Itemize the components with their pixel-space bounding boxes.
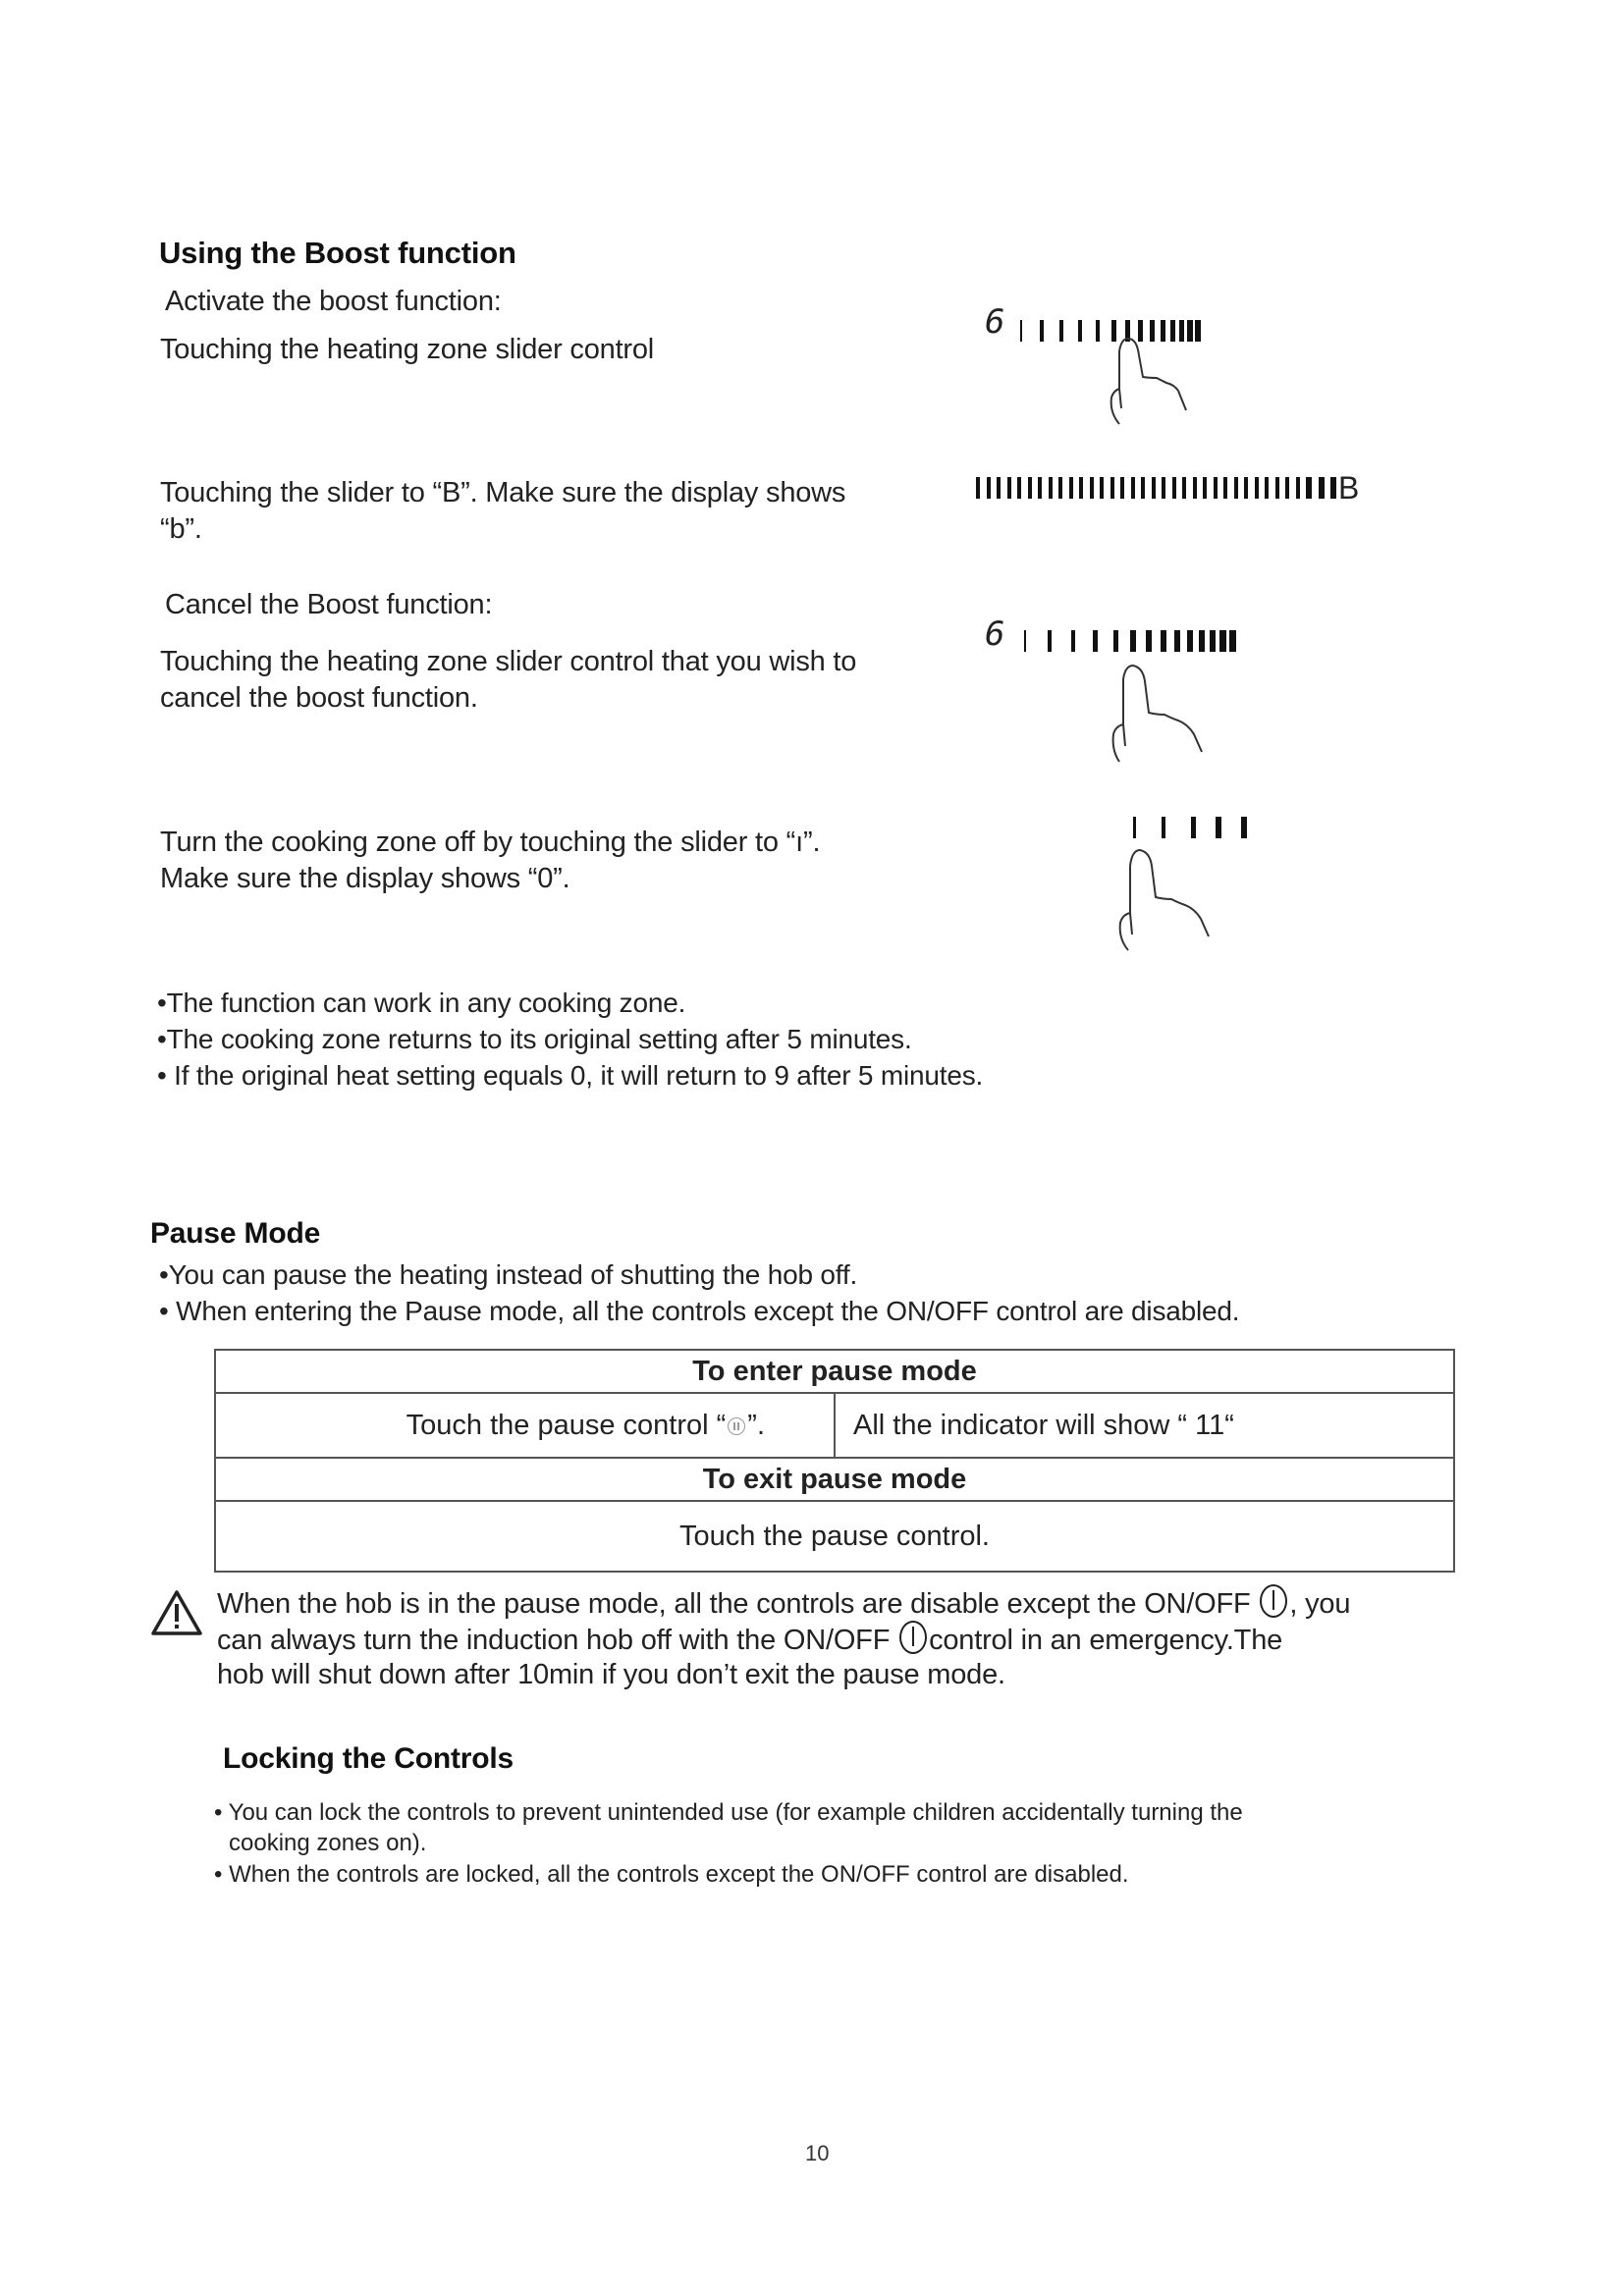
slider-bar — [1214, 477, 1218, 499]
locking-bullet-1-line1: • You can lock the controls to prevent unintended use (for example children accidentally turning the — [214, 1799, 1243, 1826]
slider-bar — [1234, 477, 1238, 499]
warning-text: When the hob is in the pause mode, all the controls are disable except the ON/OFF — [217, 1588, 1259, 1620]
slider-bar — [1244, 477, 1248, 499]
locking-bullet-1-line2: cooking zones on). — [229, 1830, 427, 1856]
slider-bar — [1078, 320, 1082, 342]
slider-bar — [1038, 477, 1042, 499]
zone-display-digit: 6 — [985, 614, 1005, 654]
slider-bar — [1017, 477, 1021, 499]
slider-boost-label: B — [1338, 470, 1360, 506]
warning-line1 — [217, 1584, 1350, 1623]
slider-bar — [1172, 477, 1176, 499]
slider-step-line2: “b”. — [160, 513, 202, 545]
slider-bar — [1152, 477, 1156, 499]
slider-bar — [1049, 477, 1053, 499]
slider-bar — [1255, 477, 1259, 499]
slider-bar — [1285, 477, 1289, 499]
off-step-line1: Turn the cooking zone off by touching the slider to “ı”. — [160, 827, 821, 858]
slider-bar — [1100, 477, 1104, 499]
cancel-boost-label: Cancel the Boost function: — [165, 589, 493, 620]
slider-bar — [1071, 630, 1075, 652]
slider-bar — [1007, 477, 1011, 499]
slider-bar — [1040, 320, 1044, 342]
hand-pointer-icon — [1090, 324, 1208, 442]
slider-bar — [1182, 477, 1186, 499]
exit-pause-action: Touch the pause control. — [215, 1501, 1454, 1572]
hand-pointer-icon — [1114, 821, 1242, 958]
slider-bar — [1265, 477, 1269, 499]
boost-note: • If the original heat setting equals 0, it will return to 9 after 5 minutes. — [157, 1060, 984, 1091]
slider-bar — [1330, 477, 1336, 499]
slider-bar — [1141, 477, 1145, 499]
cancel-step-line2: cancel the boost function. — [160, 682, 478, 714]
slider-bar — [987, 477, 991, 499]
slider-bar — [1058, 477, 1062, 499]
slider-bar — [1319, 477, 1325, 499]
slider-bar — [1275, 477, 1279, 499]
slider-bar — [1020, 320, 1022, 342]
enter-pause-action-text: Touch the pause control “ — [406, 1409, 727, 1441]
activate-boost-label: Activate the boost function: — [165, 286, 502, 317]
warning-icon — [150, 1588, 203, 1637]
slider-bar — [1059, 320, 1063, 342]
activate-boost-step: Touching the heating zone slider control — [160, 334, 655, 365]
warning-text: can always turn the induction hob off with the ON/OFF — [217, 1625, 898, 1656]
boost-note: •The function can work in any cooking zone. — [157, 988, 686, 1018]
boost-note: •The cooking zone returns to its original setting after 5 minutes. — [157, 1024, 912, 1054]
slider-bar — [1079, 477, 1083, 499]
cancel-step-line1: Touching the heating zone slider control that you wish to — [160, 646, 857, 677]
slider-bar — [1024, 630, 1026, 652]
locking-bullet-2: • When the controls are locked, all the controls except the ON/OFF control are disabled. — [214, 1861, 1129, 1888]
slider-bar — [1028, 477, 1032, 499]
slider-bar — [1193, 477, 1197, 499]
boost-section-title: Using the Boost function — [159, 236, 516, 270]
locking-section-title: Locking the Controls — [223, 1742, 514, 1775]
slider-step-line1: Touching the slider to “B”. Make sure the display shows — [160, 477, 846, 508]
slider-bar — [1048, 630, 1052, 652]
pause-bullet: • When entering the Pause mode, all the controls except the ON/OFF control are disabled. — [159, 1296, 1240, 1326]
slider-bar — [1069, 477, 1073, 499]
slider-bar — [1093, 630, 1098, 652]
slider-bar — [1223, 477, 1227, 499]
slider-bar — [997, 477, 1001, 499]
warning-line3: hob will shut down after 10min if you don’t exit the pause mode. — [217, 1659, 1005, 1690]
warning-line2 — [217, 1621, 1282, 1659]
warning-text: control in an emergency.The — [929, 1625, 1283, 1656]
slider-bar — [1306, 477, 1312, 499]
zone-display-digit: 6 — [985, 302, 1005, 342]
slider-bar — [1203, 477, 1207, 499]
warning-text: , you — [1289, 1588, 1351, 1620]
pause-section-title: Pause Mode — [150, 1217, 321, 1250]
pause-icon — [728, 1417, 745, 1435]
slider-bar — [1131, 477, 1135, 499]
slider-bar — [1120, 477, 1124, 499]
slider-bar — [976, 477, 980, 499]
page-number: 10 — [805, 2141, 830, 2165]
enter-pause-action — [215, 1393, 835, 1458]
slider-full-illustration — [976, 470, 1360, 506]
pause-bullet: •You can pause the heating instead of shutting the hob off. — [159, 1259, 858, 1290]
exit-pause-header: To exit pause mode — [215, 1458, 1454, 1501]
power-icon — [899, 1621, 927, 1654]
slider-bar — [1296, 477, 1300, 499]
hand-pointer-icon — [1100, 636, 1237, 774]
enter-pause-header: To enter pause mode — [215, 1350, 1454, 1393]
slider-bar — [1162, 477, 1165, 499]
pause-mode-table — [214, 1349, 1455, 1573]
power-icon — [1260, 1584, 1287, 1618]
enter-pause-result: All the indicator will show “ 11“ — [835, 1393, 1454, 1458]
off-step-line2: Make sure the display shows “0”. — [160, 863, 570, 894]
slider-bar — [1090, 477, 1094, 499]
enter-pause-action-suffix: ”. — [747, 1409, 765, 1441]
slider-bar — [1110, 477, 1114, 499]
slider-bars-full — [976, 477, 1336, 499]
